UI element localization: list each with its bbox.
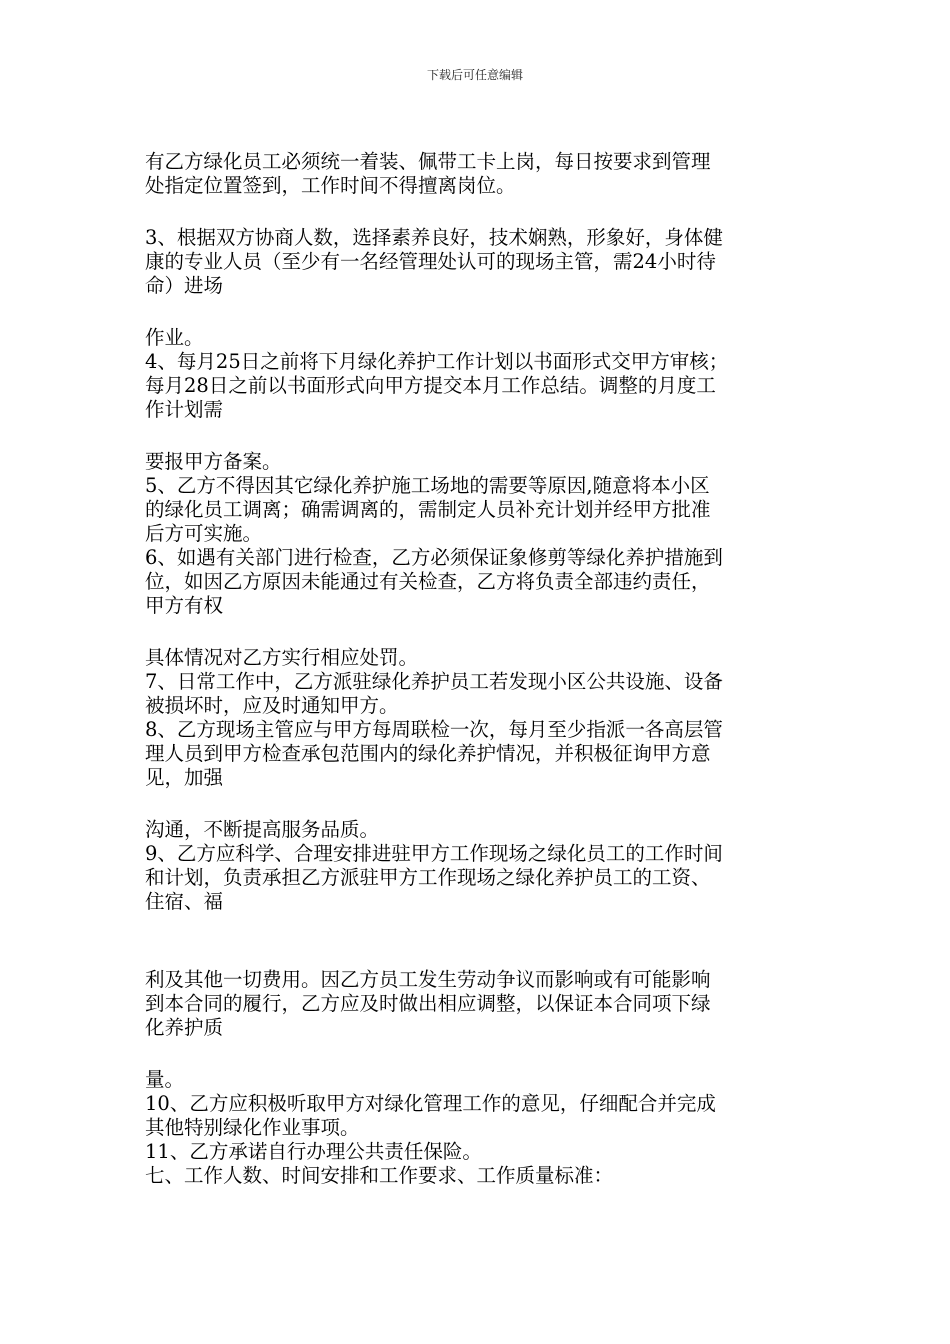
text-line: 5、乙方不得因其它绿化养护施工场地的需要等原因,随意将本小区 xyxy=(145,474,710,497)
text-line: 到本合同的履行，乙方应及时做出相应调整，以保证本合同项下绿 xyxy=(145,992,711,1015)
text-line: 7、日常工作中，乙方派驻绿化养护员工若发现小区公共设施、设备 xyxy=(145,670,723,693)
header-note: 下载后可任意编辑 xyxy=(426,68,523,82)
text-line: 要报甲方备案。 xyxy=(145,450,282,473)
text-line: 有乙方绿化员工必须统一着装、佩带工卡上岗，每日按要求到管理 xyxy=(145,150,711,173)
text-line: 和计划，负责承担乙方派驻甲方工作现场之绿化养护员工的工资、 xyxy=(145,866,711,889)
text-line: 4、每月25日之前将下月绿化养护工作计划以书面形式交甲方审核； xyxy=(145,350,729,373)
text-line: 8、乙方现场主管应与甲方每周联检一次，每月至少指派一各高层管 xyxy=(145,718,723,741)
text-line: 处指定位置签到，工作时间不得擅离岗位。 xyxy=(145,174,516,197)
text-line: 其他特别绿化作业事项。 xyxy=(145,1116,360,1139)
text-line: 命）进场 xyxy=(145,274,224,297)
text-line: 七、工作人数、时间安排和工作要求、工作质量标准： xyxy=(145,1164,614,1187)
text-line: 见，加强 xyxy=(145,766,224,789)
text-line: 6、如遇有关部门进行检查，乙方必须保证象修剪等绿化养护措施到 xyxy=(145,546,723,569)
text-line: 的绿化员工调离；确需调离的，需制定人员补充计划并经甲方批准 xyxy=(145,498,711,521)
text-line: 具体情况对乙方实行相应处罚。 xyxy=(145,646,419,669)
text-line: 3、根据双方协商人数，选择素养良好，技术娴熟，形象好，身体健 xyxy=(145,226,723,249)
text-line: 作计划需 xyxy=(145,398,224,421)
text-line: 10、乙方应积极听取甲方对绿化管理工作的意见，仔细配合并完成 xyxy=(145,1092,716,1115)
text-line: 化养护质 xyxy=(145,1016,224,1039)
text-line: 住宿、福 xyxy=(145,890,224,913)
text-line: 被损坏时，应及时通知甲方。 xyxy=(145,694,399,717)
text-line: 作业。 xyxy=(145,326,204,349)
text-line: 每月28日之前以书面形式向甲方提交本月工作总结。调整的月度工 xyxy=(145,374,716,397)
text-line: 康的专业人员（至少有一名经管理处认可的现场主管，需24小时待 xyxy=(145,250,716,273)
text-line: 后方可实施。 xyxy=(145,522,263,545)
text-line: 甲方有权 xyxy=(145,594,224,617)
text-line: 沟通，不断提高服务品质。 xyxy=(145,818,380,841)
text-line: 位，如因乙方原因未能通过有关检查，乙方将负责全部违约责任， xyxy=(145,570,711,593)
text-line: 理人员到甲方检查承包范围内的绿化养护情况，并积极征询甲方意 xyxy=(145,742,711,765)
text-line: 量。 xyxy=(145,1068,185,1091)
text-line: 利及其他一切费用。因乙方员工发生劳动争议而影响或有可能影响 xyxy=(145,968,711,991)
text-line: 9、乙方应科学、合理安排进驻甲方工作现场之绿化员工的工作时间 xyxy=(145,842,723,865)
text-line: 11、乙方承诺自行办理公共责任保险。 xyxy=(145,1140,482,1163)
